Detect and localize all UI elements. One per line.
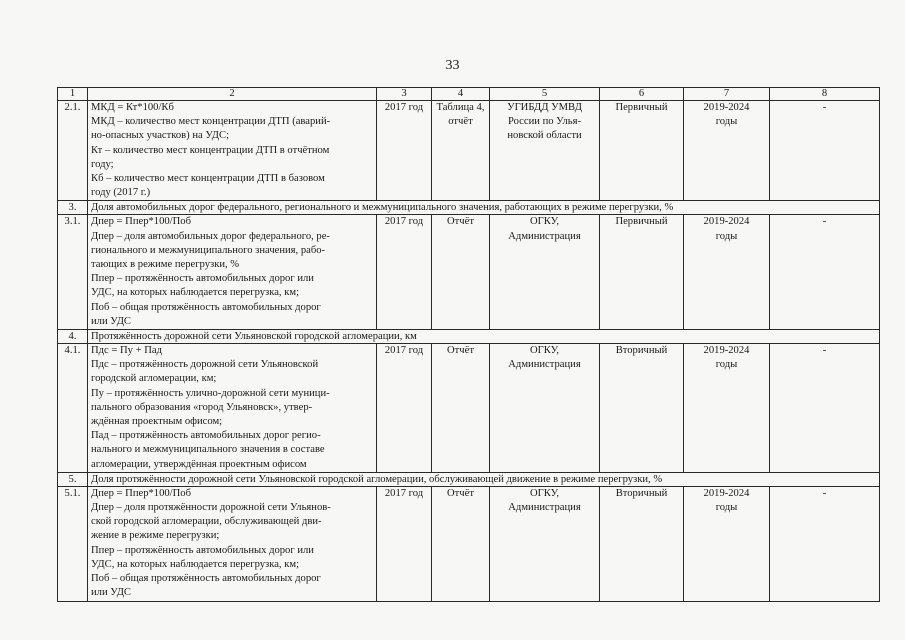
cell-line: но-опасных участков) на УДС; [91, 130, 230, 142]
section-title: Доля автомобильных дорог федерального, регионального и межмуниципального значения, работающих в режиме перегрузки, % [88, 201, 880, 215]
section-row [58, 330, 880, 344]
cell-line: ОГКУ, [529, 487, 560, 499]
period [684, 486, 770, 601]
indicator-type: Первичный [600, 101, 684, 201]
cell-line: Отчёт [447, 487, 474, 499]
data-source [432, 486, 490, 601]
indicator-type: Первичный [600, 215, 684, 330]
column-header: 4 [432, 88, 490, 101]
column-header: 5 [490, 88, 600, 101]
cell-line: Пад – протяжённость автомобильных дорог регио- [91, 430, 321, 442]
cell-line: годы [715, 359, 738, 371]
cell-line: агломерации, утверждённая проектным офисом [91, 458, 307, 470]
data-source [432, 215, 490, 330]
cell-line: МКД – количество мест концентрации ДТП (аварий- [91, 116, 331, 128]
cell-line: гионального и межмуниципального значения, рабо- [91, 244, 326, 256]
cell-line: Поб – общая протяжённость автомобильных дорог [91, 573, 321, 585]
cell-line: новской области [507, 130, 582, 142]
responsible-body [490, 215, 600, 330]
cell-line: ОГКУ, [529, 216, 560, 228]
cell-line: УДС, на которых наблюдается перегрузка, км; [91, 287, 300, 299]
cell-line: Пдс – протяжённость дорожной сети Ульяновской [91, 359, 319, 371]
cell-line: тающих в режиме перегрузки, % [91, 259, 240, 271]
cell-line: Отчёт [447, 345, 474, 357]
cell-line: нального и межмуниципального значения в составе [91, 444, 325, 456]
data-source [432, 344, 490, 473]
column-header: 6 [600, 88, 684, 101]
cell-line: или УДС [91, 315, 131, 327]
cell-line: МКД = Кт*100/Кб [91, 102, 174, 113]
section-number: 3. [58, 201, 88, 215]
cell-line: 2019-2024 [703, 487, 750, 499]
section-title: Протяжённость дорожной сети Ульяновской городской агломерации, км [88, 330, 880, 344]
cell-line: Администрация [508, 502, 581, 514]
section-row [58, 472, 880, 486]
cell-line: ОГКУ, [529, 345, 560, 357]
indicator-type: Вторичный [600, 344, 684, 473]
cell-line: 2019-2024 [703, 345, 750, 357]
section-number: 5. [58, 472, 88, 486]
table-row [58, 344, 880, 473]
cell-line: годы [715, 502, 738, 514]
base-year: 2017 год [377, 344, 432, 473]
section-number: 4. [58, 330, 88, 344]
formula-description [88, 101, 377, 201]
cell-line: годы [715, 230, 738, 242]
cell-line: Ппер – протяжённость автомобильных дорог или [91, 544, 314, 556]
column-header: 7 [684, 88, 770, 101]
row-number: 3.1. [58, 215, 88, 330]
cell-line: жение в режиме перегрузки; [91, 530, 220, 542]
formula-description [88, 486, 377, 601]
column-header: 2 [88, 88, 377, 101]
column-header: 1 [58, 88, 88, 101]
cell-line: Пдс = Пу + Пад [91, 345, 162, 357]
base-year: 2017 год [377, 215, 432, 330]
cell-line: пального образования «город Ульяновск», утвер- [91, 401, 313, 413]
cell-line: году; [91, 158, 114, 170]
cell-line: Кб – количество мест концентрации ДТП в базовом [91, 173, 325, 185]
cell-line: ской городской агломерации, обслуживающей дви- [91, 516, 322, 528]
cell-line: 2019-2024 [703, 102, 750, 113]
period [684, 101, 770, 201]
cell-line: Пу – протяжённость улично-дорожной сети муници- [91, 387, 330, 399]
column-header: 3 [377, 88, 432, 101]
cell-line: Ппер – протяжённость автомобильных дорог или [91, 273, 314, 285]
formula-description [88, 215, 377, 330]
formula-description [88, 344, 377, 473]
cell-line: Дпер – доля автомобильных дорог федерального, ре- [91, 230, 330, 242]
cell-line: ждённая проектным офисом; [91, 416, 223, 428]
cell-line: Дпер = Ппер*100/Поб [91, 487, 191, 499]
cell-line: городской агломерации, км; [91, 373, 217, 385]
cell-line: Дпер = Ппер*100/Поб [91, 216, 191, 228]
cell-line: Отчёт [447, 216, 474, 228]
base-year: 2017 год [377, 101, 432, 201]
data-source [432, 101, 490, 201]
cell-line: Поб – общая протяжённость автомобильных дорог [91, 301, 321, 313]
note: - [770, 215, 880, 330]
note: - [770, 486, 880, 601]
cell-line: отчёт [448, 116, 473, 128]
responsible-body [490, 486, 600, 601]
period [684, 215, 770, 330]
column-header: 8 [770, 88, 880, 101]
cell-line: УГИБДД УМВД [507, 102, 582, 113]
cell-line: 2019-2024 [703, 216, 750, 228]
table-row [58, 215, 880, 330]
table-row [58, 486, 880, 601]
responsible-body [490, 344, 600, 473]
period [684, 344, 770, 473]
cell-line: России по Улья- [507, 116, 582, 128]
cell-line: УДС, на которых наблюдается перегрузка, км; [91, 558, 300, 570]
section-title: Доля протяжённости дорожной сети Ульяновской городской агломерации, обслуживающей движение в режиме перегрузки, % [88, 472, 880, 486]
table-row [58, 101, 880, 201]
page-number: 33 [445, 58, 460, 73]
cell-line: Дпер – доля протяжённости дорожной сети Ульянов- [91, 502, 331, 514]
cell-line: годы [715, 116, 738, 128]
column-number-row [58, 88, 880, 101]
cell-line: Администрация [508, 359, 581, 371]
cell-line: Администрация [508, 230, 581, 242]
section-row [58, 201, 880, 215]
note: - [770, 344, 880, 473]
indicator-table [57, 87, 880, 602]
cell-line: Таблица 4, [436, 102, 485, 113]
row-number: 2.1. [58, 101, 88, 201]
base-year: 2017 год [377, 486, 432, 601]
responsible-body [490, 101, 600, 201]
cell-line: Кт – количество мест концентрации ДТП в отчётном [91, 144, 330, 156]
indicator-type: Вторичный [600, 486, 684, 601]
row-number: 5.1. [58, 486, 88, 601]
cell-line: или УДС [91, 587, 131, 599]
cell-line: году (2017 г.) [91, 187, 151, 199]
note: - [770, 101, 880, 201]
row-number: 4.1. [58, 344, 88, 473]
